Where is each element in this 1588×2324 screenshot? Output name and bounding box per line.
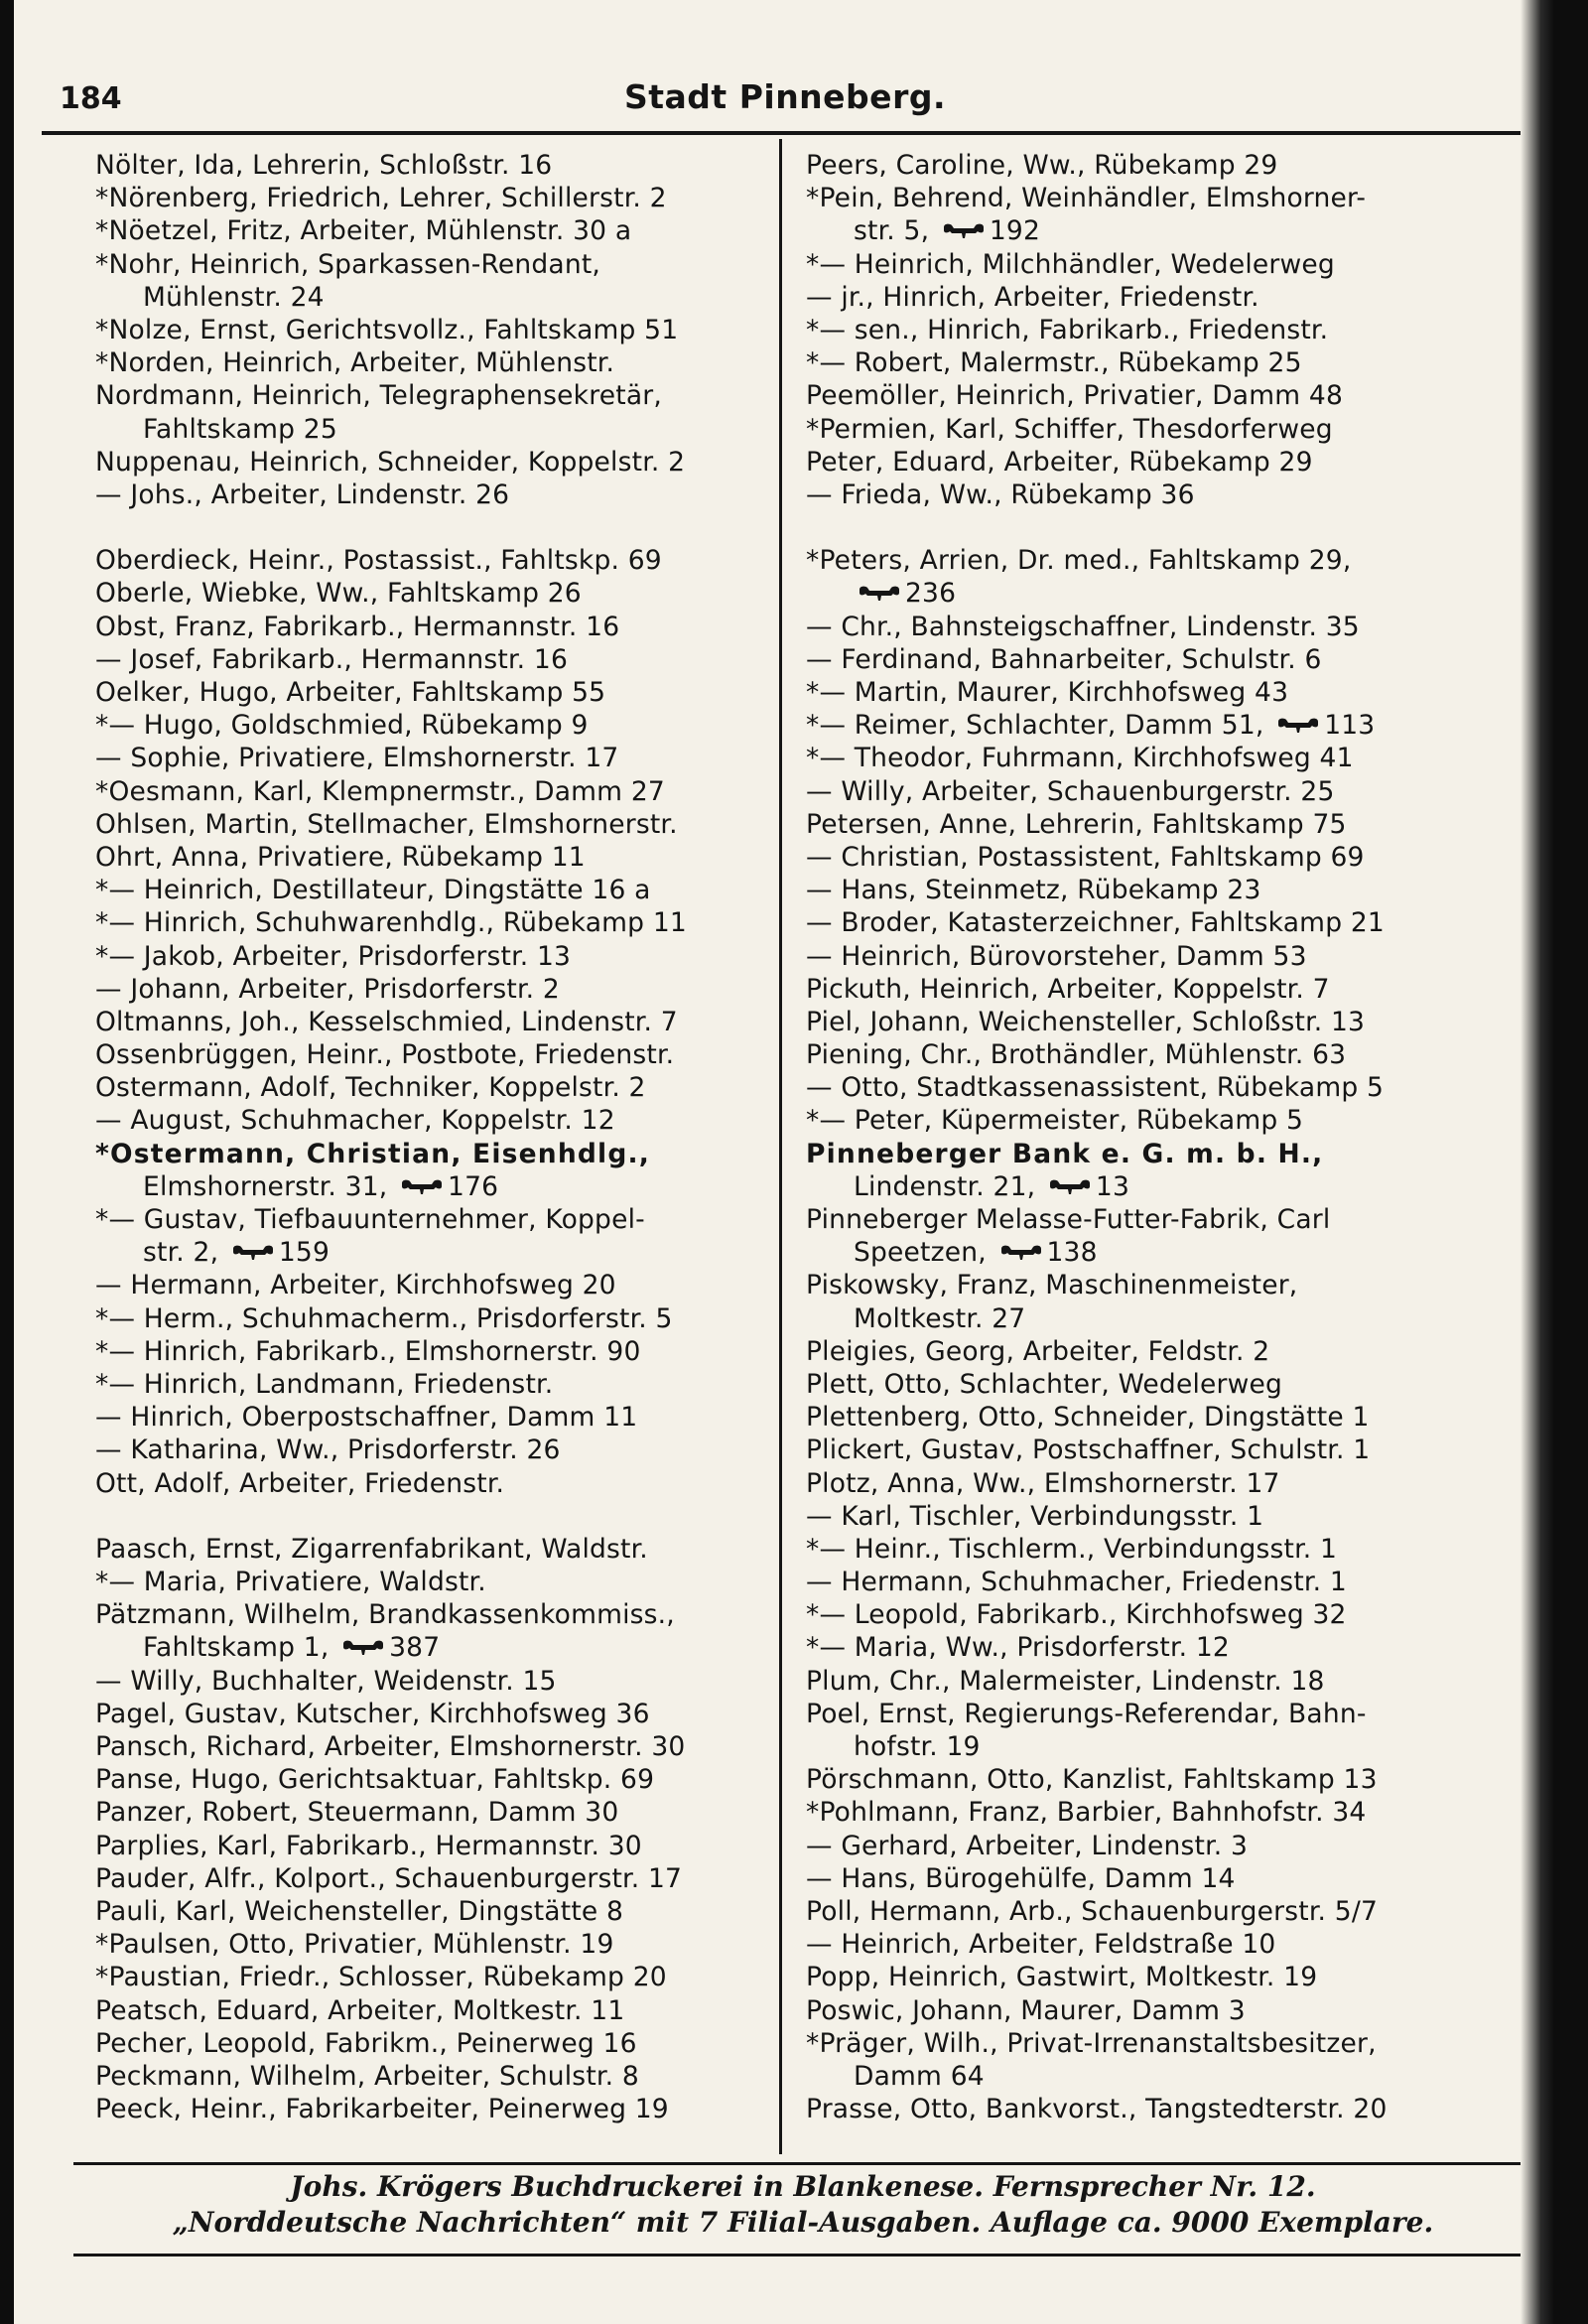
entry-text: Poll, Hermann, Arb., Schauenburgerstr. 5/7 bbox=[806, 1895, 1379, 1927]
entry-text: Ohrt, Anna, Privatiere, Rübekamp 11 bbox=[95, 841, 586, 873]
phone-number: 387 bbox=[389, 1632, 441, 1664]
directory-entry bbox=[806, 314, 1528, 346]
entry-text: Pinneberger Bank e. G. m. b. H., bbox=[806, 1138, 1324, 1169]
entry-text: Piel, Johann, Weichensteller, Schloßstr. 13 bbox=[806, 1006, 1366, 1037]
entry-text: — Frieda, Ww., Rübekamp 36 bbox=[806, 478, 1195, 510]
phone-number: 13 bbox=[1095, 1170, 1130, 1202]
directory-entry bbox=[95, 841, 770, 874]
entry-text: *— Hinrich, Landmann, Friedenstr. bbox=[95, 1368, 554, 1400]
directory-entry bbox=[95, 2093, 770, 2125]
entry-text: *— Hugo, Goldschmied, Rübekamp 9 bbox=[95, 710, 589, 742]
directory-entry bbox=[95, 1269, 770, 1301]
directory-entry bbox=[806, 1302, 1528, 1335]
phone-number: 159 bbox=[278, 1237, 331, 1269]
directory-entry bbox=[806, 413, 1528, 446]
entry-text: Fahltskamp 25 bbox=[143, 413, 337, 445]
directory-entry bbox=[95, 1236, 770, 1269]
directory-entry bbox=[95, 1698, 770, 1730]
telephone-receiver-icon bbox=[341, 1638, 385, 1658]
telephone-receiver-icon bbox=[858, 584, 901, 604]
entry-text: *— Jakob, Arbeiter, Prisdorferstr. 13 bbox=[95, 940, 572, 972]
directory-entry bbox=[95, 973, 770, 1006]
entry-text: — Sophie, Privatiere, Elmshornerstr. 17 bbox=[95, 743, 619, 774]
entry-text: — Otto, Stadtkassenassistent, Rübekamp 5 bbox=[806, 1072, 1385, 1104]
entry-text: — Josef, Fabrikarb., Hermannstr. 16 bbox=[95, 643, 569, 675]
directory-entry bbox=[806, 1038, 1528, 1071]
entry-text: Paasch, Ernst, Zigarrenfabrikant, Waldstr. bbox=[95, 1533, 648, 1565]
entry-text: Ott, Adolf, Arbeiter, Friedenstr. bbox=[95, 1467, 505, 1499]
directory-entry bbox=[95, 1961, 770, 1993]
entry-text: Damm 64 bbox=[854, 2060, 985, 2092]
directory-entry bbox=[806, 1895, 1528, 1928]
directory-entry bbox=[806, 1994, 1528, 2027]
directory-entry bbox=[95, 214, 770, 247]
directory-entry bbox=[95, 446, 770, 478]
entry-text: Peemöller, Heinrich, Privatier, Damm 48 bbox=[806, 380, 1344, 412]
directory-entry bbox=[95, 1071, 770, 1104]
directory-entry bbox=[95, 940, 770, 973]
entry-text: — Willy, Buchhalter, Weidenstr. 15 bbox=[95, 1665, 557, 1697]
directory-entry bbox=[806, 1730, 1528, 1763]
header-rule bbox=[42, 131, 1528, 135]
entry-text: *Paulsen, Otto, Privatier, Mühlenstr. 19 bbox=[95, 1929, 614, 1961]
entry-text: Panzer, Robert, Steuermann, Damm 30 bbox=[95, 1797, 619, 1829]
directory-entry bbox=[95, 1895, 770, 1928]
directory-entry bbox=[806, 940, 1528, 973]
entry-text: *Pein, Behrend, Weinhändler, Elmshorner- bbox=[806, 183, 1367, 214]
directory-entry bbox=[806, 1698, 1528, 1730]
directory-entry bbox=[806, 1566, 1528, 1598]
directory-entry bbox=[806, 1071, 1528, 1104]
entry-text: Plett, Otto, Schlachter, Wedelerweg bbox=[806, 1368, 1283, 1400]
entry-text: *Paustian, Friedr., Schlosser, Rübekamp 20 bbox=[95, 1962, 667, 1993]
entry-text: Pauli, Karl, Weichensteller, Dingstätte 8 bbox=[95, 1895, 624, 1927]
directory-entry bbox=[95, 1203, 770, 1236]
entry-text: *— Peter, Küpermeister, Rübekamp 5 bbox=[806, 1105, 1304, 1137]
phone-number: 113 bbox=[1324, 710, 1376, 742]
directory-entry bbox=[95, 611, 770, 643]
entry-text: — Hans, Steinmetz, Rübekamp 23 bbox=[806, 875, 1261, 906]
directory-entry bbox=[806, 1138, 1528, 1170]
directory-entry bbox=[95, 1104, 770, 1137]
directory-page bbox=[14, 0, 1554, 2324]
entry-text: *— Herm., Schuhmacherm., Prisdorferstr. 5 bbox=[95, 1302, 673, 1334]
entry-text: Poel, Ernst, Regierungs-Referendar, Bahn- bbox=[806, 1698, 1367, 1729]
directory-entry bbox=[806, 1763, 1528, 1796]
entry-text: Pansch, Richard, Arbeiter, Elmshornerstr. 30 bbox=[95, 1731, 686, 1762]
entry-text: — Karl, Tischler, Verbindungsstr. 1 bbox=[806, 1500, 1264, 1532]
entry-text: Panse, Hugo, Gerichtsaktuar, Fahltskp. 69 bbox=[95, 1764, 655, 1796]
entry-text: — jr., Hinrich, Arbeiter, Friedenstr. bbox=[806, 281, 1259, 313]
directory-entry bbox=[806, 1104, 1528, 1137]
page-number: 184 bbox=[60, 81, 122, 116]
directory-entry bbox=[95, 1302, 770, 1335]
directory-entry bbox=[95, 1434, 770, 1466]
entry-text: *— Maria, Privatiere, Waldstr. bbox=[95, 1567, 486, 1598]
entry-text: Plotz, Anna, Ww., Elmshornerstr. 17 bbox=[806, 1467, 1280, 1499]
entry-text: — Gerhard, Arbeiter, Lindenstr. 3 bbox=[806, 1830, 1249, 1861]
directory-entry bbox=[806, 281, 1528, 314]
telephone-receiver-icon bbox=[1048, 1177, 1092, 1197]
directory-entry bbox=[95, 1335, 770, 1368]
entry-text: Pörschmann, Otto, Kanzlist, Fahltskamp 13 bbox=[806, 1764, 1378, 1796]
entry-text: Oelker, Hugo, Arbeiter, Fahltskamp 55 bbox=[95, 677, 606, 708]
entry-text: — Johs., Arbeiter, Lindenstr. 26 bbox=[95, 478, 510, 510]
entry-text: Pecher, Leopold, Fabrikm., Peinerweg 16 bbox=[95, 2027, 637, 2059]
directory-entry bbox=[95, 544, 770, 577]
directory-entry bbox=[806, 643, 1528, 676]
entry-text: Poswic, Johann, Maurer, Damm 3 bbox=[806, 1994, 1246, 2026]
directory-entry bbox=[806, 248, 1528, 281]
directory-entry bbox=[806, 577, 1528, 610]
directory-entry bbox=[95, 1994, 770, 2027]
entry-text: *— Hinrich, Fabrikarb., Elmshornerstr. 90 bbox=[95, 1335, 641, 1367]
directory-entry bbox=[95, 1038, 770, 1071]
entry-text: str. 2, bbox=[143, 1237, 219, 1269]
directory-entry bbox=[95, 1598, 770, 1631]
directory-entry bbox=[95, 281, 770, 314]
entry-text: *— Reimer, Schlachter, Damm 51, bbox=[806, 710, 1264, 742]
entry-text: *Nörenberg, Friedrich, Lehrer, Schillerstr. 2 bbox=[95, 183, 667, 214]
directory-entry bbox=[806, 676, 1528, 709]
entry-text: Parplies, Karl, Fabrikarb., Hermannstr. 30 bbox=[95, 1830, 642, 1861]
entry-text: Plickert, Gustav, Postschaffner, Schulstr. 1 bbox=[806, 1435, 1371, 1466]
entry-text: Ostermann, Adolf, Techniker, Koppelstr. 2 bbox=[95, 1072, 646, 1104]
entry-text: — Chr., Bahnsteigschaffner, Lindenstr. 35 bbox=[806, 611, 1360, 642]
entry-text: *— sen., Hinrich, Fabrikarb., Friedenstr. bbox=[806, 314, 1329, 345]
entry-text: Pickuth, Heinrich, Arbeiter, Koppelstr. 7 bbox=[806, 973, 1330, 1005]
directory-entry bbox=[95, 1401, 770, 1434]
entry-text: *— Theodor, Fuhrmann, Kirchhofsweg 41 bbox=[806, 743, 1354, 774]
entry-text: — Hermann, Schuhmacher, Friedenstr. 1 bbox=[806, 1567, 1347, 1598]
entry-text: *Oesmann, Karl, Klempnermstr., Damm 27 bbox=[95, 775, 665, 807]
directory-entry bbox=[95, 478, 770, 511]
directory-entry bbox=[95, 577, 770, 610]
directory-entry bbox=[806, 841, 1528, 874]
entry-text: — Ferdinand, Bahnarbeiter, Schulstr. 6 bbox=[806, 643, 1322, 675]
directory-entry bbox=[95, 1763, 770, 1796]
directory-entry bbox=[806, 973, 1528, 1006]
entry-text: — Katharina, Ww., Prisdorferstr. 26 bbox=[95, 1435, 561, 1466]
entry-text: Oberle, Wiebke, Ww., Fahltskamp 26 bbox=[95, 578, 582, 610]
directory-entry bbox=[806, 1467, 1528, 1500]
entry-text: Pleigies, Georg, Arbeiter, Feldstr. 2 bbox=[806, 1335, 1270, 1367]
directory-entry bbox=[95, 1796, 770, 1829]
entry-text: — August, Schuhmacher, Koppelstr. 12 bbox=[95, 1105, 615, 1137]
entry-text: *— Heinrich, Milchhändler, Wedelerweg bbox=[806, 248, 1335, 280]
entry-text: — Hinrich, Oberpostschaffner, Damm 11 bbox=[95, 1402, 638, 1434]
directory-entry bbox=[95, 742, 770, 774]
directory-entry bbox=[806, 1961, 1528, 1993]
directory-entry bbox=[806, 1631, 1528, 1664]
phone-number: 192 bbox=[989, 215, 1041, 247]
directory-entry bbox=[95, 808, 770, 841]
directory-entry bbox=[806, 1434, 1528, 1466]
directory-entry bbox=[95, 1006, 770, 1038]
entry-text: — Johann, Arbeiter, Prisdorferstr. 2 bbox=[95, 973, 560, 1005]
directory-entry bbox=[95, 2060, 770, 2093]
entry-text: — Willy, Arbeiter, Schauenburgerstr. 25 bbox=[806, 775, 1335, 807]
column-divider bbox=[779, 139, 782, 2154]
directory-entry bbox=[95, 248, 770, 281]
entry-text: *Ostermann, Christian, Eisenhdlg., bbox=[95, 1138, 651, 1169]
entry-text: — Hermann, Arbeiter, Kirchhofsweg 20 bbox=[95, 1270, 616, 1301]
directory-entry bbox=[806, 1928, 1528, 1961]
directory-entry bbox=[806, 1269, 1528, 1301]
directory-entry bbox=[95, 1533, 770, 1566]
entry-text: — Heinrich, Arbeiter, Feldstraße 10 bbox=[806, 1929, 1276, 1961]
entry-text: *Präger, Wilh., Privat-Irrenanstaltsbesitzer, bbox=[806, 2027, 1377, 2059]
entry-text: — Broder, Katasterzeichner, Fahltskamp 21 bbox=[806, 907, 1385, 939]
directory-entry bbox=[95, 643, 770, 676]
directory-entry bbox=[95, 1631, 770, 1664]
entry-text: Peers, Caroline, Ww., Rübekamp 29 bbox=[806, 150, 1278, 181]
entry-text: *— Heinrich, Destillateur, Dingstätte 16 a bbox=[95, 875, 651, 906]
directory-entry bbox=[95, 149, 770, 182]
entry-text: Peter, Eduard, Arbeiter, Rübekamp 29 bbox=[806, 446, 1313, 478]
telephone-receiver-icon bbox=[999, 1243, 1043, 1263]
directory-entry bbox=[806, 2027, 1528, 2060]
directory-entry bbox=[806, 1862, 1528, 1895]
directory-entry bbox=[806, 1006, 1528, 1038]
directory-entry bbox=[95, 1138, 770, 1170]
phone-number: 236 bbox=[905, 578, 957, 610]
footer-rule-top bbox=[73, 2162, 1528, 2165]
directory-entry bbox=[806, 1500, 1528, 1533]
directory-entry bbox=[806, 446, 1528, 478]
directory-entry bbox=[806, 1533, 1528, 1566]
directory-entry bbox=[95, 1928, 770, 1961]
directory-entry bbox=[806, 742, 1528, 774]
entry-text: Obst, Franz, Fabrikarb., Hermannstr. 16 bbox=[95, 611, 620, 642]
directory-entry bbox=[95, 1830, 770, 1862]
telephone-receiver-icon bbox=[1276, 716, 1320, 736]
directory-entry bbox=[95, 775, 770, 808]
directory-entry bbox=[806, 1203, 1528, 1236]
book-binding-shadow bbox=[1521, 0, 1554, 2324]
left-column bbox=[95, 149, 770, 2125]
directory-entry bbox=[95, 379, 770, 412]
entry-text: Pinneberger Melasse-Futter-Fabrik, Carl bbox=[806, 1204, 1331, 1235]
directory-entry bbox=[95, 676, 770, 709]
directory-entry bbox=[806, 1665, 1528, 1698]
directory-entry bbox=[95, 413, 770, 446]
directory-entry bbox=[806, 2093, 1528, 2125]
directory-entry bbox=[95, 1566, 770, 1598]
directory-entry bbox=[806, 379, 1528, 412]
entry-text: Nölter, Ida, Lehrerin, Schloßstr. 16 bbox=[95, 150, 553, 181]
directory-entry bbox=[806, 478, 1528, 511]
directory-entry bbox=[95, 1467, 770, 1500]
entry-text: hofstr. 19 bbox=[854, 1731, 981, 1762]
entry-text: *— Robert, Malermstr., Rübekamp 25 bbox=[806, 347, 1302, 379]
directory-entry bbox=[806, 906, 1528, 939]
entry-text: Lindenstr. 21, bbox=[854, 1170, 1036, 1202]
footer-rule-bottom bbox=[73, 2254, 1528, 2256]
directory-entry bbox=[806, 874, 1528, 906]
directory-entry bbox=[806, 1401, 1528, 1434]
telephone-receiver-icon bbox=[400, 1177, 444, 1197]
entry-text: Pagel, Gustav, Kutscher, Kirchhofsweg 36 bbox=[95, 1698, 650, 1729]
directory-entry bbox=[806, 182, 1528, 214]
directory-entry bbox=[95, 1665, 770, 1698]
entry-text: *Nohr, Heinrich, Sparkassen-Rendant, bbox=[95, 248, 601, 280]
directory-entry bbox=[806, 1796, 1528, 1829]
entry-text: *Permien, Karl, Schiffer, Thesdorferweg bbox=[806, 413, 1333, 445]
telephone-receiver-icon bbox=[942, 221, 986, 241]
right-column bbox=[806, 149, 1528, 2125]
entry-text: Ossenbrüggen, Heinr., Postbote, Friedenstr. bbox=[95, 1039, 675, 1071]
directory-entry bbox=[95, 346, 770, 379]
entry-text: Plettenberg, Otto, Schneider, Dingstätte 1 bbox=[806, 1402, 1370, 1434]
directory-entry bbox=[806, 346, 1528, 379]
directory-entry bbox=[806, 1598, 1528, 1631]
directory-entry bbox=[806, 1830, 1528, 1862]
entry-text: *— Leopold, Fabrikarb., Kirchhofsweg 32 bbox=[806, 1599, 1347, 1631]
entry-text: Petersen, Anne, Lehrerin, Fahltskamp 75 bbox=[806, 808, 1347, 840]
entry-text: Prasse, Otto, Bankvorst., Tangstedterstr. 20 bbox=[806, 2094, 1388, 2125]
entry-text: Ohlsen, Martin, Stellmacher, Elmshornerstr. bbox=[95, 808, 678, 840]
directory-entry bbox=[806, 1236, 1528, 1269]
entry-text: Oberdieck, Heinr., Postassist., Fahltskp. 69 bbox=[95, 545, 662, 577]
phone-number: 176 bbox=[448, 1170, 499, 1202]
entry-text: *Pohlmann, Franz, Barbier, Bahnhofstr. 34 bbox=[806, 1797, 1367, 1829]
entry-text: *— Heinr., Tischlerm., Verbindungsstr. 1 bbox=[806, 1533, 1338, 1565]
telephone-receiver-icon bbox=[231, 1243, 275, 1263]
footer-line-2: „Norddeutsche Nachrichten“ mit 7 Filial-Ausgaben. Auflage ca. 9000 Exemplare. bbox=[172, 2206, 1434, 2239]
entry-text: *— Martin, Maurer, Kirchhofsweg 43 bbox=[806, 677, 1289, 708]
entry-text: *— Gustav, Tiefbauunternehmer, Koppel- bbox=[95, 1204, 645, 1235]
directory-entry bbox=[806, 709, 1528, 742]
directory-entry bbox=[95, 1862, 770, 1895]
directory-entry bbox=[806, 149, 1528, 182]
entry-text: Peeck, Heinr., Fabrikarbeiter, Peinerweg 19 bbox=[95, 2094, 669, 2125]
entry-text: Speetzen, bbox=[854, 1237, 987, 1269]
directory-entry bbox=[806, 544, 1528, 577]
directory-entry bbox=[95, 1368, 770, 1401]
entry-text: *Peters, Arrien, Dr. med., Fahltskamp 29, bbox=[806, 545, 1352, 577]
entry-text: Nuppenau, Heinrich, Schneider, Koppelstr. 2 bbox=[95, 446, 686, 478]
entry-text: Pätzmann, Wilhelm, Brandkassenkommiss., bbox=[95, 1599, 675, 1631]
entry-text: *Nöetzel, Fritz, Arbeiter, Mühlenstr. 30 a bbox=[95, 215, 632, 247]
directory-entry bbox=[806, 214, 1528, 247]
entry-text: Pauder, Alfr., Kolport., Schauenburgerstr. 17 bbox=[95, 1862, 683, 1894]
entry-text: Nordmann, Heinrich, Telegraphensekretär, bbox=[95, 380, 662, 412]
directory-entry bbox=[806, 2060, 1528, 2093]
entry-text: Peatsch, Eduard, Arbeiter, Moltkestr. 11 bbox=[95, 1994, 625, 2026]
directory-entry bbox=[95, 314, 770, 346]
entry-text: Plum, Chr., Malermeister, Lindenstr. 18 bbox=[806, 1665, 1325, 1697]
entry-text: *— Maria, Ww., Prisdorferstr. 12 bbox=[806, 1632, 1230, 1664]
directory-entry bbox=[95, 1170, 770, 1203]
entry-text: Mühlenstr. 24 bbox=[143, 281, 325, 313]
directory-entry bbox=[95, 2027, 770, 2060]
entry-text: — Hans, Bürogehülfe, Damm 14 bbox=[806, 1862, 1236, 1894]
phone-number: 138 bbox=[1046, 1237, 1098, 1269]
entry-text: Peckmann, Wilhelm, Arbeiter, Schulstr. 8 bbox=[95, 2060, 639, 2092]
footer-line-1: Johs. Krögers Buchdruckerei in Blankenese. Fernsprecher Nr. 12. bbox=[290, 2170, 1316, 2203]
entry-text: *Nolze, Ernst, Gerichtsvollz., Fahltskamp 51 bbox=[95, 314, 679, 345]
entry-text: str. 5, bbox=[854, 215, 930, 247]
entry-text: *— Hinrich, Schuhwarenhdlg., Rübekamp 11 bbox=[95, 907, 687, 939]
entry-text: Piening, Chr., Brothändler, Mühlenstr. 63 bbox=[806, 1039, 1347, 1071]
entry-text: Elmshornerstr. 31, bbox=[143, 1170, 388, 1202]
directory-entry bbox=[806, 1335, 1528, 1368]
directory-entry bbox=[95, 182, 770, 214]
entry-text: *Norden, Heinrich, Arbeiter, Mühlenstr. bbox=[95, 347, 615, 379]
entry-text: Fahltskamp 1, bbox=[143, 1632, 330, 1664]
directory-entry bbox=[95, 874, 770, 906]
directory-entry bbox=[95, 906, 770, 939]
entry-text: Popp, Heinrich, Gastwirt, Moltkestr. 19 bbox=[806, 1962, 1318, 1993]
directory-entry bbox=[806, 1368, 1528, 1401]
directory-entry bbox=[806, 611, 1528, 643]
directory-entry bbox=[95, 1730, 770, 1763]
entry-text: Moltkestr. 27 bbox=[854, 1302, 1026, 1334]
entry-text: Piskowsky, Franz, Maschinenmeister, bbox=[806, 1270, 1298, 1301]
entry-text: Oltmanns, Joh., Kesselschmied, Lindenstr. 7 bbox=[95, 1006, 678, 1037]
page-title: Stadt Pinneberg. bbox=[624, 77, 946, 116]
page-header bbox=[42, 68, 1528, 125]
entry-text: — Christian, Postassistent, Fahltskamp 69 bbox=[806, 841, 1365, 873]
directory-entry bbox=[95, 709, 770, 742]
entry-text: — Heinrich, Bürovorsteher, Damm 53 bbox=[806, 940, 1307, 972]
directory-entry bbox=[806, 808, 1528, 841]
directory-entry bbox=[806, 775, 1528, 808]
directory-entry bbox=[806, 1170, 1528, 1203]
